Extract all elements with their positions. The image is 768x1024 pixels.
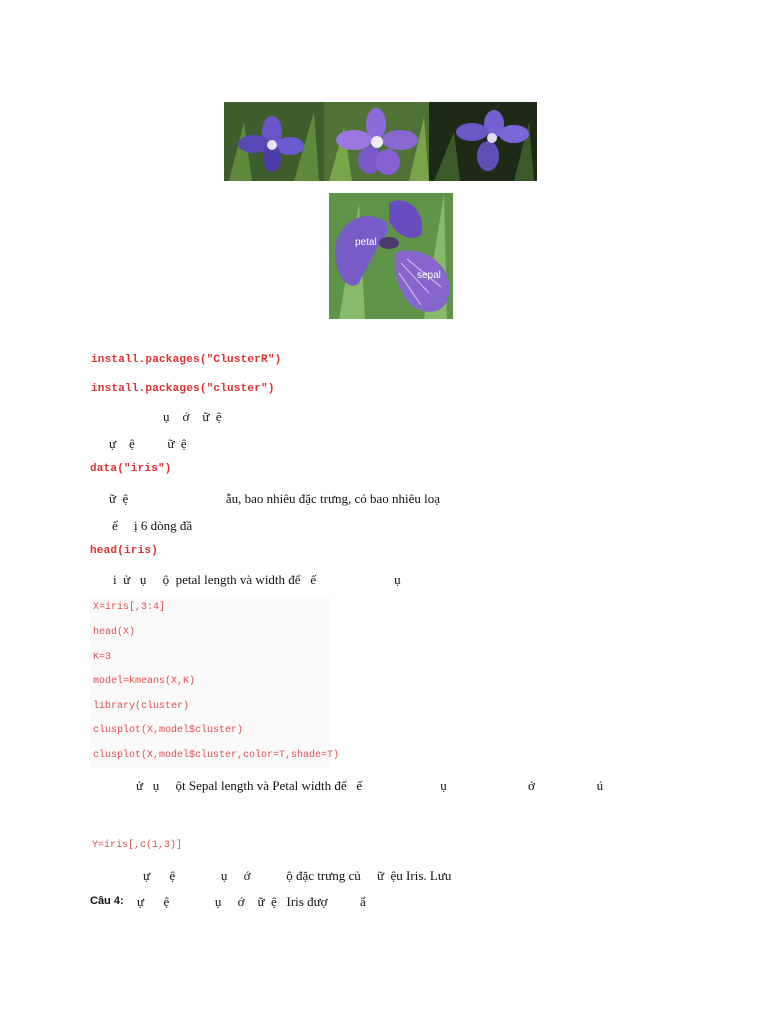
- install-cluster-line: install.packages("cluster"): [91, 383, 275, 395]
- instruction-line-3: ữ ệ ẫu, bao nhiêu đặc trưng, có bao nhiêu loạ: [109, 491, 441, 506]
- iris-anatomy-svg: [329, 193, 453, 319]
- iris-setosa-photo: [224, 102, 324, 181]
- head-iris-line: head(iris): [90, 545, 159, 557]
- code-line-6: clusplot(X,model$cluster): [93, 725, 244, 736]
- code-line-1: X=iris[,3:4]: [93, 602, 166, 613]
- data-iris-line: data("iris"): [90, 463, 172, 475]
- question-4-text: ự ệ ụ ớ ữ ệ Iris đượ ẩ: [137, 894, 366, 909]
- instruction-line-1: ụ ớ ữ ệ: [163, 409, 222, 424]
- code-y-line: Y=iris[,c(1,3)]: [92, 840, 183, 851]
- instruction-line-6: ử ụ ột Sepal length và Petal width để ế ụ ớ ú: [136, 778, 604, 793]
- iris-photo-strip: [224, 102, 537, 181]
- iris-versicolor-photo: [324, 102, 429, 181]
- code-line-7: clusplot(X,model$cluster,color=T,shade=T): [93, 750, 340, 761]
- code-line-3: K=3: [93, 652, 112, 663]
- code-line-5: library(cluster): [93, 701, 190, 712]
- question-4-label: Câu 4:: [90, 895, 124, 907]
- instruction-line-2: ự ệ ữ ệ: [109, 436, 187, 451]
- code-line-4: model=kmeans(X,K): [93, 676, 196, 687]
- instruction-line-5: i ử ụ ộ petal length và width để ế ụ: [113, 572, 401, 587]
- iris-virginica-photo: [429, 102, 537, 181]
- iris-anatomy-photo: [329, 193, 453, 319]
- instruction-line-4: ể ị 6 dòng đầ: [112, 518, 193, 533]
- install-clusterr-line: install.packages("ClusterR"): [91, 354, 282, 366]
- code-line-2: head(X): [93, 627, 136, 638]
- petal-label: petal: [355, 237, 377, 248]
- iris-photo-strip-svg: [224, 102, 537, 181]
- instruction-line-7: ự ệ ụ ớ ộ đặc trưng củ ữ ệu Iris. Lưu: [143, 868, 452, 883]
- sepal-label: sepal: [417, 270, 441, 281]
